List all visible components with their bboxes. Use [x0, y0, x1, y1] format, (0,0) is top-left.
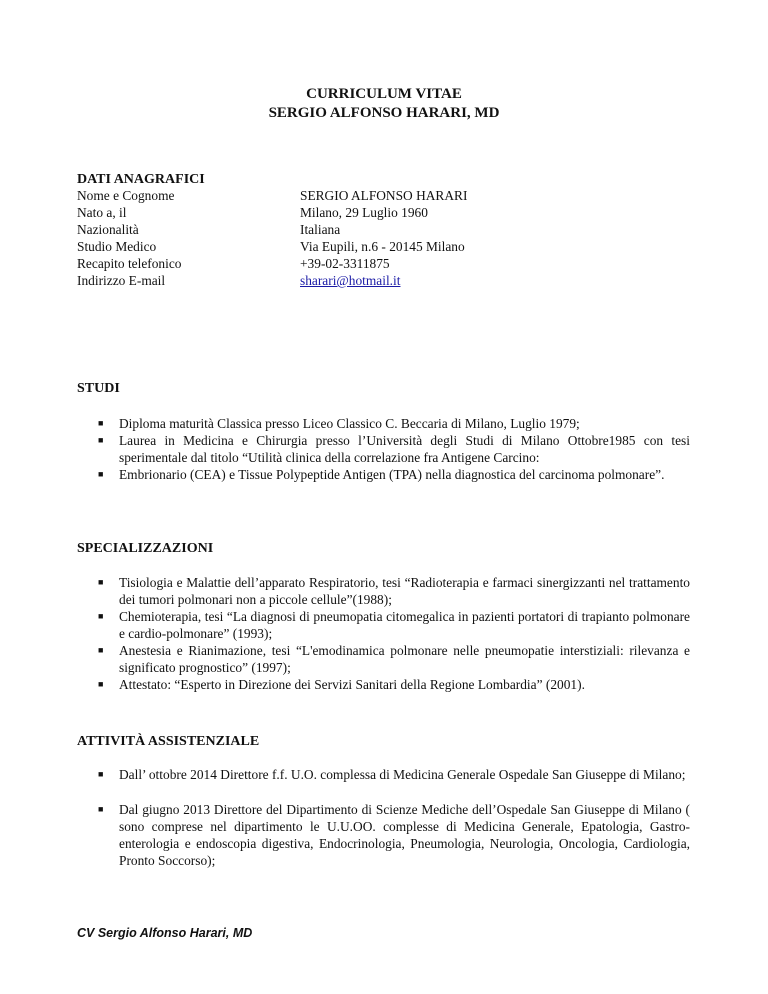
- bullet-icon: ■: [98, 679, 104, 689]
- page-footer: CV Sergio Alfonso Harari, MD: [77, 926, 253, 940]
- studi-list: [77, 415, 690, 483]
- attivita-list: [77, 766, 690, 887]
- label-email: Indirizzo E-mail: [77, 273, 166, 288]
- section-heading-attivita-assistenziale: ATTIVITÀ ASSISTENZIALE: [77, 734, 260, 749]
- list-item: ■ Laurea in Medicina e Chirurgia presso l’Università degli Studi di Milano Ottobre1985 con tesi sperimentale dal titolo “Utilità clinica della correlazione fra Antigene Carcino:: [98, 433, 690, 465]
- list-item: ■ Tisiologia e Malattie dell’apparato Respiratorio, tesi “Radioterapia e farmaci sinergizzanti nel trattamento dei tumori polmonari non a piccole cellule”(1988);: [98, 575, 690, 607]
- section-heading-studi: STUDI: [77, 381, 120, 396]
- list-item: ■ Attestato: “Esperto in Direzione dei Servizi Sanitari della Regione Lombardia” (2001).: [98, 677, 585, 692]
- document-subtitle-name: SERGIO ALFONSO HARARI, MD: [268, 105, 500, 121]
- personal-data-row: [77, 255, 677, 272]
- specializzazioni-list: [77, 574, 690, 693]
- value-studio-medico: Via Eupili, n.6 - 20145 Milano: [300, 239, 465, 254]
- list-item: ■ Chemioterapia, tesi “La diagnosi di pneumopatia citomegalica in pazienti portatori di trapianto polmonare e cardio-polmonare” (1993);: [98, 609, 690, 641]
- bullet-icon: ■: [98, 645, 104, 655]
- value-email: [300, 272, 400, 289]
- list-item: ■ Embrionario (CEA) e Tissue Polypeptide Antigen (TPA) nella diagnostica del carcinoma polmonare”.: [98, 467, 665, 482]
- label-nato: Nato a, il: [77, 205, 127, 220]
- personal-data-row: [77, 238, 677, 255]
- label-studio-medico: Studio Medico: [77, 239, 157, 254]
- section-heading-specializzazioni: SPECIALIZZAZIONI: [77, 541, 214, 556]
- list-item: ■ Diploma maturità Classica presso Liceo Classico C. Beccaria di Milano, Luglio 1979;: [98, 416, 580, 431]
- list-item: ■ Dall’ ottobre 2014 Direttore f.f. U.O. complessa di Medicina Generale Ospedale San Giuseppe di Milano;: [98, 767, 686, 782]
- personal-data-row: [77, 187, 677, 204]
- label-nazionalita: Nazionalità: [77, 222, 139, 237]
- bullet-icon: ■: [98, 804, 104, 814]
- personal-data-row: [77, 204, 677, 221]
- value-nazionalita: Italiana: [300, 222, 341, 237]
- bullet-icon: ■: [98, 435, 104, 445]
- value-nato: Milano, 29 Luglio 1960: [300, 205, 428, 220]
- list-item: ■ Anestesia e Rianimazione, tesi “L'emodinamica polmonare nelle pneumopatie interstiziali: rilevanza e significato prognostico” (1997);: [98, 643, 690, 675]
- document-title: CURRICULUM VITAE: [306, 86, 462, 102]
- personal-data-table: [77, 187, 677, 289]
- bullet-icon: ■: [98, 577, 104, 587]
- label-nome-cognome: Nome e Cognome: [77, 188, 175, 203]
- value-recapito-telefonico: +39-02-3311875: [300, 256, 390, 271]
- bullet-icon: ■: [98, 469, 104, 479]
- value-nome-cognome: SERGIO ALFONSO HARARI: [300, 188, 468, 203]
- personal-data-row: [77, 272, 677, 289]
- label-recapito-telefonico: Recapito telefonico: [77, 256, 182, 271]
- list-item: ■ Dal giugno 2013 Direttore del Dipartimento di Scienze Mediche dell’Ospedale San Giuseppe di Milano ( sono comprese nel dipartimento le U.U.OO. complesse di Medicina Generale, Epatologia, Gastro-enterologia e endoscopia digestiva, Endocrinologia, Pneumologia, Neurologia, Oncologia, Cardiologia, Pronto Soccorso);: [98, 802, 690, 868]
- email-link[interactable]: sharari@hotmail.it: [300, 273, 401, 288]
- section-heading-dati-anagrafici: DATI ANAGRAFICI: [77, 172, 205, 187]
- bullet-icon: ■: [98, 611, 104, 621]
- personal-data-row: [77, 221, 677, 238]
- bullet-icon: ■: [98, 418, 104, 428]
- bullet-icon: ■: [98, 769, 104, 779]
